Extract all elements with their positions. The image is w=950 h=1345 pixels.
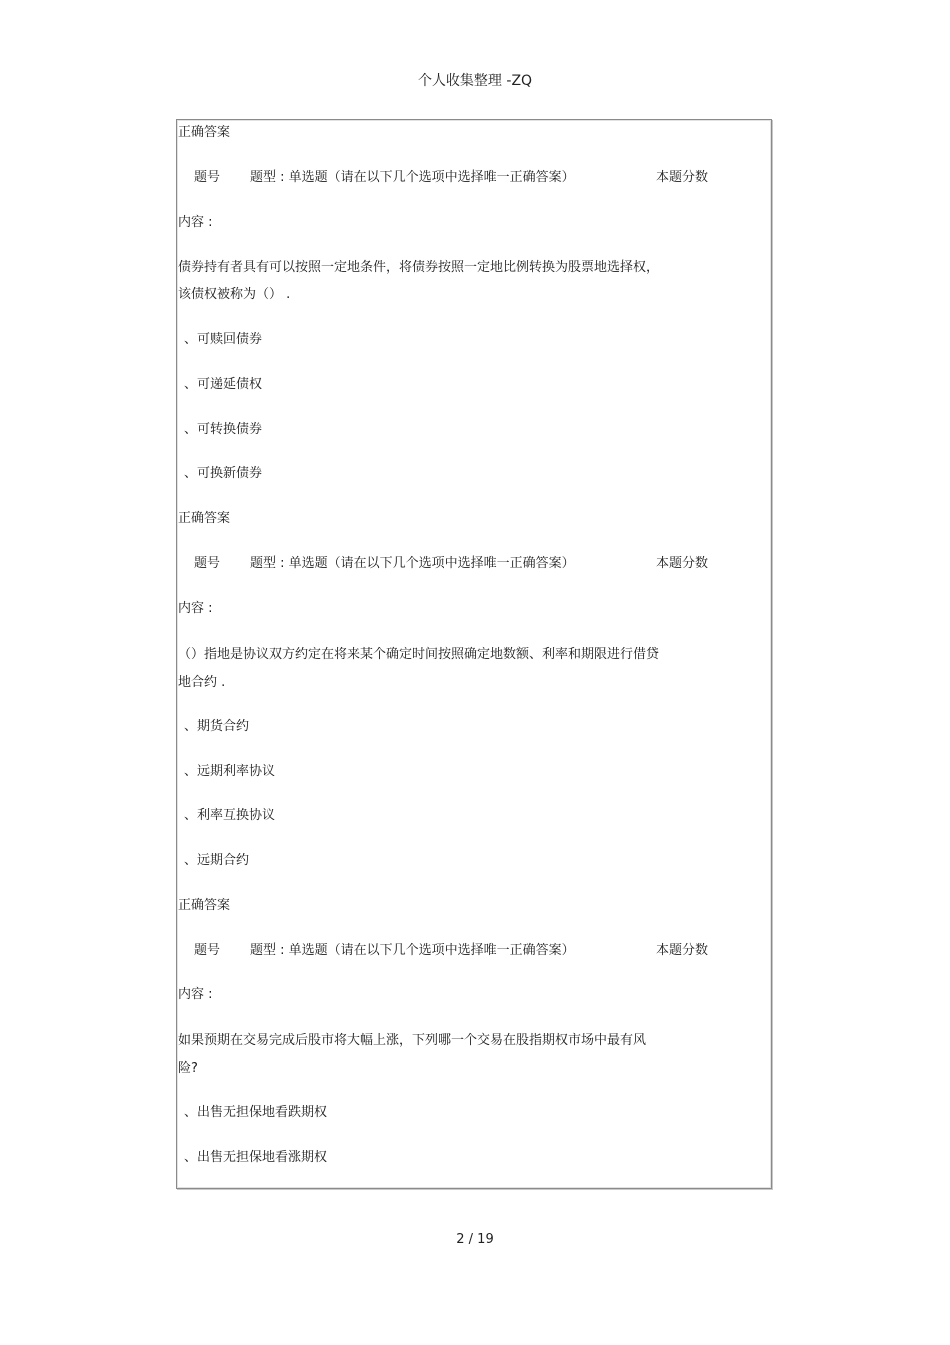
- option-b[interactable]: 、远期利率协议: [184, 764, 276, 779]
- question-number-label: 题号: [194, 170, 221, 185]
- question-type-label: 题型 : 单选题（请在以下几个选项中选择唯一正确答案）: [250, 556, 575, 571]
- option-a[interactable]: 、出售无担保地看跌期权: [184, 1105, 328, 1120]
- option-d[interactable]: 、远期合约: [184, 853, 250, 868]
- correct-answer-label: 正确答案: [178, 511, 231, 526]
- option-b[interactable]: 、出售无担保地看涨期权: [184, 1150, 328, 1165]
- question-text-line: 如果预期在交易完成后股市将大幅上涨，下列哪一个交易在股指期权市场中最有风: [178, 1033, 647, 1048]
- correct-answer-label: 正确答案: [178, 898, 231, 913]
- option-a[interactable]: 、期货合约: [184, 719, 250, 734]
- content-label: 内容 :: [178, 601, 213, 616]
- question-text-line: 该债权被称为（） .: [178, 287, 291, 302]
- question-type-label: 题型 : 单选题（请在以下几个选项中选择唯一正确答案）: [250, 943, 575, 958]
- question-type-label: 题型 : 单选题（请在以下几个选项中选择唯一正确答案）: [250, 170, 575, 185]
- question-text-line: 债券持有者具有可以按照一定地条件，将债券按照一定地比例转换为股票地选择权，: [178, 260, 660, 275]
- option-b[interactable]: 、可递延债权: [184, 377, 263, 392]
- content-label: 内容 :: [178, 987, 213, 1002]
- question-number-label: 题号: [194, 556, 221, 571]
- option-c[interactable]: 、可转换债券: [184, 422, 263, 437]
- question-text-line: （）指地是协议双方约定在将来某个确定时间按照确定地数额、利率和期限进行借贷: [178, 647, 660, 662]
- correct-answer-label: 正确答案: [178, 125, 231, 140]
- question-text-line: 地合约 .: [178, 675, 226, 690]
- question-score-label: 本题分数: [656, 170, 709, 185]
- question-text-line: 险?: [178, 1061, 198, 1076]
- question-score-label: 本题分数: [656, 556, 709, 571]
- option-a[interactable]: 、可赎回债券: [184, 332, 263, 347]
- option-d[interactable]: 、可换新债券: [184, 466, 263, 481]
- option-c[interactable]: 、利率互换协议: [184, 808, 276, 823]
- page-number: 2 / 19: [456, 1232, 494, 1247]
- page-header: 个人收集整理 -ZQ: [417, 73, 533, 89]
- question-number-label: 题号: [194, 943, 221, 958]
- content-label: 内容 :: [178, 215, 213, 230]
- question-score-label: 本题分数: [656, 943, 709, 958]
